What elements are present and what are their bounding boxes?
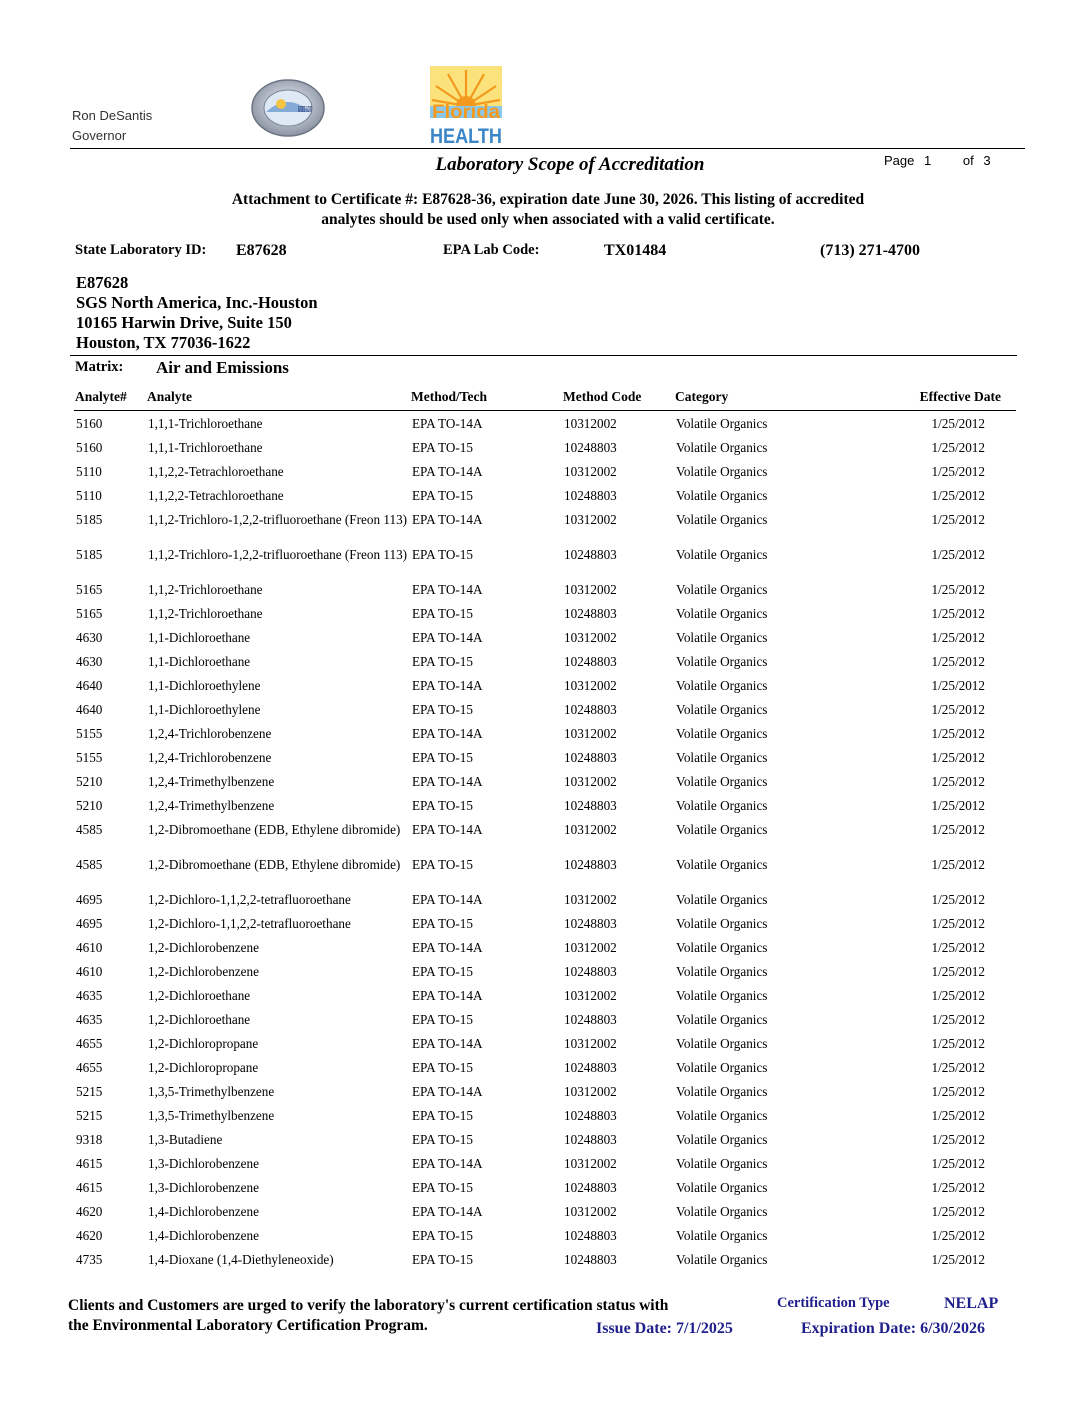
effective-date: 1/25/2012 <box>931 726 985 741</box>
method-tech: EPA TO-14A <box>412 774 483 789</box>
method-code: 10248803 <box>564 798 617 813</box>
table-row <box>74 822 1016 857</box>
address-name: SGS North America, Inc.-Houston <box>76 293 318 312</box>
category: Volatile Organics <box>676 774 768 789</box>
matrix-divider <box>70 355 1017 356</box>
table-row <box>74 1036 1016 1060</box>
method-code: 10312002 <box>564 774 617 789</box>
method-code: 10312002 <box>564 726 617 741</box>
page-total: 3 <box>983 153 991 168</box>
category: Volatile Organics <box>676 547 768 562</box>
analyte-name: 1,2-Dibromoethane (EDB, Ethylene dibromide) <box>148 857 401 872</box>
analyte-number: 5215 <box>76 1108 103 1123</box>
certification-type-label: Certification Type <box>777 1295 890 1311</box>
epa-lab-code: TX01484 <box>604 242 667 259</box>
method-code: 10312002 <box>564 988 617 1003</box>
method-code: 10248803 <box>564 1180 617 1195</box>
method-code: 10248803 <box>564 857 617 872</box>
epa-lab-code-label: EPA Lab Code: <box>443 242 540 258</box>
method-tech: EPA TO-14A <box>412 822 483 837</box>
col-header-category: Category <box>675 389 729 404</box>
category: Volatile Organics <box>676 892 768 907</box>
table-row <box>74 798 1016 822</box>
method-code: 10248803 <box>564 1108 617 1123</box>
category: Volatile Organics <box>676 1180 768 1195</box>
page-of-label: of <box>962 153 974 168</box>
method-code: 10312002 <box>564 630 617 645</box>
analyte-number: 4610 <box>76 940 103 955</box>
effective-date: 1/25/2012 <box>931 654 985 669</box>
analyte-number: 5185 <box>76 547 103 562</box>
method-tech: EPA TO-14A <box>412 1156 483 1171</box>
effective-date: 1/25/2012 <box>931 416 985 431</box>
method-tech: EPA TO-15 <box>412 857 473 872</box>
method-code: 10312002 <box>564 582 617 597</box>
analyte-name: 1,4-Dichlorobenzene <box>148 1204 259 1219</box>
analyte-number: 4585 <box>76 822 103 837</box>
method-code: 10312002 <box>564 1084 617 1099</box>
method-tech: EPA TO-14A <box>412 988 483 1003</box>
analyte-name: 1,2,4-Trimethylbenzene <box>148 798 275 813</box>
analyte-name: 1,3,5-Trimethylbenzene <box>148 1084 275 1099</box>
method-code: 10312002 <box>564 464 617 479</box>
address-city: Houston, TX 77036-1622 <box>76 333 251 352</box>
analyte-name: 1,3-Dichlorobenzene <box>148 1180 259 1195</box>
analyte-name: 1,1,2,2-Tetrachloroethane <box>148 464 284 479</box>
effective-date: 1/25/2012 <box>931 798 985 813</box>
method-tech: EPA TO-14A <box>412 464 483 479</box>
analyte-number: 4630 <box>76 654 103 669</box>
effective-date: 1/25/2012 <box>931 488 985 503</box>
effective-date: 1/25/2012 <box>931 964 985 979</box>
effective-date: 1/25/2012 <box>931 822 985 837</box>
tni-accreditation-logo <box>250 78 326 138</box>
category: Volatile Organics <box>676 440 768 455</box>
method-tech: EPA TO-14A <box>412 726 483 741</box>
method-code: 10248803 <box>564 702 617 717</box>
analyte-number: 9318 <box>76 1132 103 1147</box>
analyte-number: 5160 <box>76 416 103 431</box>
method-tech: EPA TO-14A <box>412 1036 483 1051</box>
analyte-name: 1,2-Dichlorobenzene <box>148 940 259 955</box>
analyte-name: 1,1-Dichloroethane <box>148 630 251 645</box>
method-code: 10312002 <box>564 416 617 431</box>
category: Volatile Organics <box>676 726 768 741</box>
method-code: 10248803 <box>564 488 617 503</box>
analyte-number: 4635 <box>76 988 103 1003</box>
analyte-number: 4735 <box>76 1252 103 1267</box>
analyte-number: 5160 <box>76 440 103 455</box>
category: Volatile Organics <box>676 1132 768 1147</box>
analyte-name: 1,1-Dichloroethylene <box>148 678 261 693</box>
method-code: 10248803 <box>564 1012 617 1027</box>
method-code: 10312002 <box>564 940 617 955</box>
table-header-divider <box>74 410 1016 411</box>
footer-note-line1: Clients and Customers are urged to verify the laboratory's current certification status with <box>68 1297 669 1314</box>
effective-date: 1/25/2012 <box>931 857 985 872</box>
method-tech: EPA TO-14A <box>412 940 483 955</box>
analyte-name: 1,3-Dichlorobenzene <box>148 1156 259 1171</box>
analyte-number: 4640 <box>76 678 103 693</box>
page-number: 1 <box>924 153 932 168</box>
category: Volatile Organics <box>676 916 768 931</box>
effective-date: 1/25/2012 <box>931 702 985 717</box>
analyte-name: 1,2-Dichloroethane <box>148 988 251 1003</box>
effective-date: 1/25/2012 <box>931 606 985 621</box>
state-lab-id: E87628 <box>236 242 287 259</box>
table-row <box>74 1108 1016 1132</box>
method-tech: EPA TO-15 <box>412 702 473 717</box>
table-row <box>74 606 1016 630</box>
analyte-name: 1,2-Dichloro-1,1,2,2-tetrafluoroethane <box>148 892 351 907</box>
table-row <box>74 1132 1016 1156</box>
table-row <box>74 916 1016 940</box>
method-tech: EPA TO-15 <box>412 1108 473 1123</box>
method-code: 10312002 <box>564 1204 617 1219</box>
method-code: 10248803 <box>564 1132 617 1147</box>
table-row <box>74 654 1016 678</box>
effective-date: 1/25/2012 <box>931 1084 985 1099</box>
category: Volatile Organics <box>676 630 768 645</box>
method-tech: EPA TO-15 <box>412 1012 473 1027</box>
category: Volatile Organics <box>676 750 768 765</box>
table-row <box>74 1084 1016 1108</box>
table-row <box>74 988 1016 1012</box>
category: Volatile Organics <box>676 1156 768 1171</box>
page-label: Page <box>884 153 915 168</box>
category: Volatile Organics <box>676 822 768 837</box>
table-row <box>74 547 1016 582</box>
lab-phone: (713) 271-4700 <box>820 242 920 259</box>
analyte-name: 1,1,1-Trichloroethane <box>148 416 263 431</box>
analyte-name: 1,1,2,2-Tetrachloroethane <box>148 488 284 503</box>
category: Volatile Organics <box>676 416 768 431</box>
effective-date: 1/25/2012 <box>931 750 985 765</box>
effective-date: 1/25/2012 <box>931 1108 985 1123</box>
col-header-method-code: Method Code <box>563 389 642 404</box>
effective-date: 1/25/2012 <box>931 1180 985 1195</box>
effective-date: 1/25/2012 <box>931 1252 985 1267</box>
page-title: Laboratory Scope of Accreditation <box>435 154 705 175</box>
attachment-note-line2: analytes should be used only when associated with a valid certificate. <box>321 211 775 228</box>
method-tech: EPA TO-15 <box>412 964 473 979</box>
effective-date: 1/25/2012 <box>931 678 985 693</box>
table-row <box>74 750 1016 774</box>
analyte-name: 1,4-Dichlorobenzene <box>148 1228 259 1243</box>
table-row <box>74 630 1016 654</box>
category: Volatile Organics <box>676 678 768 693</box>
category: Volatile Organics <box>676 857 768 872</box>
analyte-name: 1,1,1-Trichloroethane <box>148 440 263 455</box>
method-code: 10312002 <box>564 892 617 907</box>
effective-date: 1/25/2012 <box>931 582 985 597</box>
method-code: 10248803 <box>564 916 617 931</box>
address-id: E87628 <box>76 273 129 292</box>
analyte-number: 4655 <box>76 1036 103 1051</box>
category: Volatile Organics <box>676 1252 768 1267</box>
analyte-name: 1,2,4-Trichlorobenzene <box>148 726 272 741</box>
analyte-name: 1,4-Dioxane (1,4-Diethyleneoxide) <box>148 1252 334 1267</box>
table-row <box>74 857 1016 892</box>
method-tech: EPA TO-14A <box>412 892 483 907</box>
method-tech: EPA TO-15 <box>412 1180 473 1195</box>
method-code: 10248803 <box>564 1060 617 1075</box>
category: Volatile Organics <box>676 1084 768 1099</box>
analyte-number: 4635 <box>76 1012 103 1027</box>
method-code: 10248803 <box>564 964 617 979</box>
analyte-table <box>74 416 1016 1276</box>
analyte-name: 1,2-Dichloropropane <box>148 1036 259 1051</box>
analyte-name: 1,1-Dichloroethane <box>148 654 251 669</box>
effective-date: 1/25/2012 <box>931 1204 985 1219</box>
analyte-number: 4640 <box>76 702 103 717</box>
page-indicator <box>884 153 991 168</box>
certification-type-value: NELAP <box>944 1295 999 1312</box>
category: Volatile Organics <box>676 488 768 503</box>
method-tech: EPA TO-14A <box>412 582 483 597</box>
effective-date: 1/25/2012 <box>931 440 985 455</box>
analyte-number: 5110 <box>76 464 102 479</box>
category: Volatile Organics <box>676 1204 768 1219</box>
analyte-name: 1,2-Dichloroethane <box>148 1012 251 1027</box>
table-row <box>74 440 1016 464</box>
analyte-number: 4620 <box>76 1204 103 1219</box>
table-row <box>74 582 1016 606</box>
table-row <box>74 1156 1016 1180</box>
effective-date: 1/25/2012 <box>931 1156 985 1171</box>
effective-date: 1/25/2012 <box>931 916 985 931</box>
method-tech: EPA TO-14A <box>412 678 483 693</box>
analyte-name: 1,2-Dichloro-1,1,2,2-tetrafluoroethane <box>148 916 351 931</box>
category: Volatile Organics <box>676 606 768 621</box>
analyte-number: 5210 <box>76 774 103 789</box>
category: Volatile Organics <box>676 798 768 813</box>
category: Volatile Organics <box>676 464 768 479</box>
table-row <box>74 702 1016 726</box>
table-row <box>74 416 1016 440</box>
analyte-name: 1,2-Dichlorobenzene <box>148 964 259 979</box>
method-code: 10248803 <box>564 606 617 621</box>
analyte-name: 1,2-Dibromoethane (EDB, Ethylene dibromide) <box>148 822 401 837</box>
analyte-name: 1,3,5-Trimethylbenzene <box>148 1108 275 1123</box>
effective-date: 1/25/2012 <box>931 988 985 1003</box>
analyte-number: 5210 <box>76 798 103 813</box>
analyte-name: 1,3-Butadiene <box>148 1132 223 1147</box>
table-row <box>74 774 1016 798</box>
method-tech: EPA TO-14A <box>412 1204 483 1219</box>
effective-date: 1/25/2012 <box>931 940 985 955</box>
table-row <box>74 1252 1016 1276</box>
col-header-analyte: Analyte <box>147 389 192 404</box>
footer-note-line2: the Environmental Laboratory Certification Program. <box>68 1317 428 1334</box>
analyte-number: 5155 <box>76 726 103 741</box>
category: Volatile Organics <box>676 1060 768 1075</box>
method-tech: EPA TO-15 <box>412 440 473 455</box>
method-tech: EPA TO-15 <box>412 547 473 562</box>
table-row <box>74 678 1016 702</box>
analyte-number: 4620 <box>76 1228 103 1243</box>
attachment-note-line1: Attachment to Certificate #: E87628-36, expiration date June 30, 2026. This listing of accredited <box>231 191 865 208</box>
method-tech: EPA TO-15 <box>412 1132 473 1147</box>
method-tech: EPA TO-15 <box>412 1252 473 1267</box>
analyte-number: 4615 <box>76 1180 103 1195</box>
col-header-effective-date: Effective Date <box>919 389 1001 404</box>
method-tech: EPA TO-14A <box>412 1084 483 1099</box>
analyte-name: 1,1,2-Trichloroethane <box>148 606 263 621</box>
effective-date: 1/25/2012 <box>931 774 985 789</box>
analyte-number: 4585 <box>76 857 103 872</box>
analyte-number: 5215 <box>76 1084 103 1099</box>
governor-name: Ron DeSantis <box>72 108 153 123</box>
analyte-number: 5165 <box>76 606 103 621</box>
category: Volatile Organics <box>676 1036 768 1051</box>
table-row <box>74 726 1016 750</box>
table-row <box>74 1204 1016 1228</box>
category: Volatile Organics <box>676 1228 768 1243</box>
address-street: 10165 Harwin Drive, Suite 150 <box>76 313 292 332</box>
analyte-number: 4610 <box>76 964 103 979</box>
method-tech: EPA TO-15 <box>412 916 473 931</box>
method-tech: EPA TO-14A <box>412 416 483 431</box>
table-row <box>74 1180 1016 1204</box>
method-code: 10312002 <box>564 822 617 837</box>
method-code: 10312002 <box>564 678 617 693</box>
attachment-note <box>120 190 976 230</box>
category: Volatile Organics <box>676 1108 768 1123</box>
table-row <box>74 1060 1016 1084</box>
method-code: 10248803 <box>564 750 617 765</box>
category: Volatile Organics <box>676 654 768 669</box>
col-header-method: Method/Tech <box>411 389 488 404</box>
issue-date: Issue Date: 7/1/2025 <box>596 1320 733 1337</box>
method-tech: EPA TO-15 <box>412 750 473 765</box>
method-tech: EPA TO-15 <box>412 1060 473 1075</box>
analyte-name: 1,1-Dichloroethylene <box>148 702 261 717</box>
method-code: 10312002 <box>564 1156 617 1171</box>
analyte-name: 1,1,2-Trichloro-1,2,2-trifluoroethane (Freon 113) <box>148 512 408 527</box>
method-tech: EPA TO-14A <box>412 512 483 527</box>
analyte-number: 4655 <box>76 1060 103 1075</box>
table-row <box>74 488 1016 512</box>
analyte-number: 5155 <box>76 750 103 765</box>
effective-date: 1/25/2012 <box>931 464 985 479</box>
tni-logo-text: NELAP ACCREDITED · TNI · LABORATORY <box>298 105 313 114</box>
table-row <box>74 1012 1016 1036</box>
analyte-number: 5185 <box>76 512 103 527</box>
effective-date: 1/25/2012 <box>931 547 985 562</box>
analyte-number: 4630 <box>76 630 103 645</box>
effective-date: 1/25/2012 <box>931 1012 985 1027</box>
analyte-name: 1,1,2-Trichloro-1,2,2-trifluoroethane (Freon 113) <box>148 547 408 562</box>
analyte-name: 1,2,4-Trichlorobenzene <box>148 750 272 765</box>
method-code: 10248803 <box>564 654 617 669</box>
table-row <box>74 512 1016 547</box>
analyte-number: 5165 <box>76 582 103 597</box>
analyte-name: 1,1,2-Trichloroethane <box>148 582 263 597</box>
category: Volatile Organics <box>676 964 768 979</box>
table-row <box>74 464 1016 488</box>
category: Volatile Organics <box>676 988 768 1003</box>
state-lab-id-label: State Laboratory ID: <box>75 242 207 258</box>
method-code: 10248803 <box>564 440 617 455</box>
analyte-number: 5110 <box>76 488 102 503</box>
method-tech: EPA TO-15 <box>412 488 473 503</box>
table-header <box>74 389 1016 409</box>
table-row <box>74 892 1016 916</box>
effective-date: 1/25/2012 <box>931 630 985 645</box>
analyte-number: 4695 <box>76 892 103 907</box>
effective-date: 1/25/2012 <box>931 512 985 527</box>
category: Volatile Organics <box>676 1012 768 1027</box>
matrix-value: Air and Emissions <box>156 358 289 377</box>
method-code: 10248803 <box>564 1252 617 1267</box>
col-header-analyte-num: Analyte# <box>75 389 127 404</box>
category: Volatile Organics <box>676 940 768 955</box>
matrix-label: Matrix: <box>75 359 124 375</box>
effective-date: 1/25/2012 <box>931 1060 985 1075</box>
method-tech: EPA TO-15 <box>412 606 473 621</box>
method-tech: EPA TO-15 <box>412 1228 473 1243</box>
analyte-name: 1,2-Dichloropropane <box>148 1060 259 1075</box>
fl-logo-word1: Florida <box>432 102 501 123</box>
table-row <box>74 940 1016 964</box>
effective-date: 1/25/2012 <box>931 1228 985 1243</box>
method-tech: EPA TO-14A <box>412 630 483 645</box>
method-code: 10312002 <box>564 1036 617 1051</box>
florida-health-logo <box>428 66 504 146</box>
analyte-name: 1,2,4-Trimethylbenzene <box>148 774 275 789</box>
table-row <box>74 964 1016 988</box>
effective-date: 1/25/2012 <box>931 892 985 907</box>
method-tech: EPA TO-15 <box>412 654 473 669</box>
lab-address-block <box>76 273 318 353</box>
method-code: 10248803 <box>564 1228 617 1243</box>
expiration-date: Expiration Date: 6/30/2026 <box>801 1320 985 1337</box>
table-row <box>74 1228 1016 1252</box>
method-code: 10248803 <box>564 547 617 562</box>
effective-date: 1/25/2012 <box>931 1132 985 1147</box>
category: Volatile Organics <box>676 512 768 527</box>
header-divider <box>70 148 1025 149</box>
category: Volatile Organics <box>676 582 768 597</box>
analyte-number: 4695 <box>76 916 103 931</box>
category: Volatile Organics <box>676 702 768 717</box>
fl-logo-word2: HEALTH <box>430 125 502 148</box>
effective-date: 1/25/2012 <box>931 1036 985 1051</box>
governor-title: Governor <box>72 128 127 143</box>
analyte-number: 4615 <box>76 1156 103 1171</box>
method-tech: EPA TO-15 <box>412 798 473 813</box>
method-code: 10312002 <box>564 512 617 527</box>
